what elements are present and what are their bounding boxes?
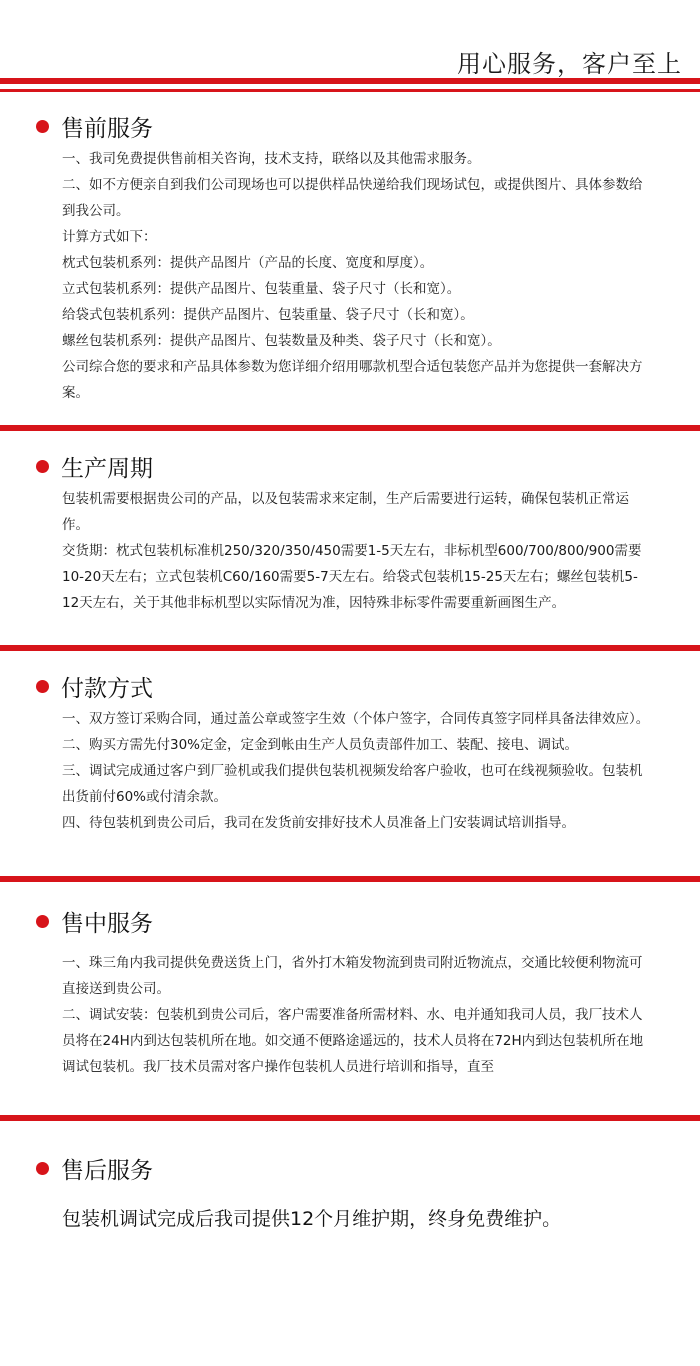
section-body — [62, 146, 652, 406]
section-title-text: 售中服务 — [61, 911, 153, 937]
paragraph: 一、我司免费提供售前相关咨询，技术支持，联络以及其他需求服务。 — [62, 151, 481, 167]
section-title-text: 生产周期 — [61, 456, 153, 482]
section-body — [62, 486, 652, 616]
section-body — [62, 1205, 652, 1233]
paragraph: 二、购买方需先付30%定金，定金到帐由生产人员负责部件加工、装配、接电、调试。 — [62, 737, 579, 753]
section-title-text: 付款方式 — [61, 676, 153, 702]
paragraph: 公司综合您的要求和产品具体参数为您详细介绍用哪款机型合适包装您产品并为您提供一套解决方案。 — [62, 359, 643, 401]
bullet-dot-icon — [36, 120, 49, 133]
paragraph: 包装机需要根据贵公司的产品，以及包装需求来定制，生产后需要进行运转，确保包装机正常运作。 — [62, 491, 629, 533]
divider-bar — [0, 645, 700, 651]
paragraph: 交货期：枕式包装机标准机250/320/350/450需要1-5天左右，非标机型600/700/800/900需要10-20天左右；立式包装机C60/160需要5-7天左右。给袋式包装机15-25天左右；螺丝包装机5-12天左右，关于其他非标机型以实际情况为准，因特殊非标零件需要重新画图生产。 — [62, 543, 642, 611]
paragraph: 螺丝包装机系列：提供产品图片、包装数量及种类、袋子尺寸（长和宽）。 — [62, 333, 501, 349]
divider-bar — [0, 89, 700, 92]
paragraph: 一、珠三角内我司提供免费送货上门，省外打木箱发物流到贵司附近物流点，交通比较便利物流可直接送到贵公司。 — [62, 955, 643, 997]
paragraph: 给袋式包装机系列：提供产品图片、包装重量、袋子尺寸（长和宽）。 — [62, 307, 474, 323]
divider-bar — [0, 78, 700, 84]
paragraph: 立式包装机系列：提供产品图片、包装重量、袋子尺寸（长和宽）。 — [62, 281, 461, 297]
paragraph: 四、待包装机到贵公司后，我司在发货前安排好技术人员准备上门安装调试培训指导。 — [62, 815, 575, 831]
paragraph: 三、调试完成通过客户到厂验机或我们提供包装机视频发给客户验收，也可在线视频验收。包装机出货前付60%或付清余款。 — [62, 763, 643, 805]
divider-bar — [0, 876, 700, 882]
paragraph: 包装机调试完成后我司提供12个月维护期，终身免费维护。 — [62, 1208, 562, 1230]
section-title — [36, 450, 153, 483]
section-body — [62, 950, 652, 1080]
section-body — [62, 706, 652, 836]
section-title — [36, 670, 153, 703]
paragraph: 计算方式如下： — [62, 229, 157, 245]
bullet-dot-icon — [36, 915, 49, 928]
section-title — [36, 905, 153, 938]
bullet-dot-icon — [36, 680, 49, 693]
section-title — [36, 1152, 153, 1185]
paragraph: 枕式包装机系列：提供产品图片（产品的长度、宽度和厚度）。 — [62, 255, 434, 271]
divider-bar — [0, 1115, 700, 1121]
paragraph: 二、如不方便亲自到我们公司现场也可以提供样品快递给我们现场试包，或提供图片、具体参数给到我公司。 — [62, 177, 643, 219]
section-title-text: 售前服务 — [61, 116, 153, 142]
divider-bar — [0, 425, 700, 431]
section-title — [36, 110, 153, 143]
bullet-dot-icon — [36, 460, 49, 473]
paragraph: 二、调试安装：包装机到贵公司后，客户需要准备所需材料、水、电并通知我司人员，我厂技术人员将在24H内到达包装机所在地。如交通不便路途遥远的，技术人员将在72H内到达包装机所在地调试包装机。我厂技术员需对客户操作包装机人员进行培训和指导，直至 — [62, 1007, 644, 1075]
bullet-dot-icon — [36, 1162, 49, 1175]
section-title-text: 售后服务 — [61, 1158, 153, 1184]
paragraph: 一、双方签订采购合同，通过盖公章或签字生效（个体户签字，合同传真签字同样具备法律效应）。 — [62, 711, 650, 727]
slogan: 用心服务，客户至上 — [457, 50, 682, 78]
